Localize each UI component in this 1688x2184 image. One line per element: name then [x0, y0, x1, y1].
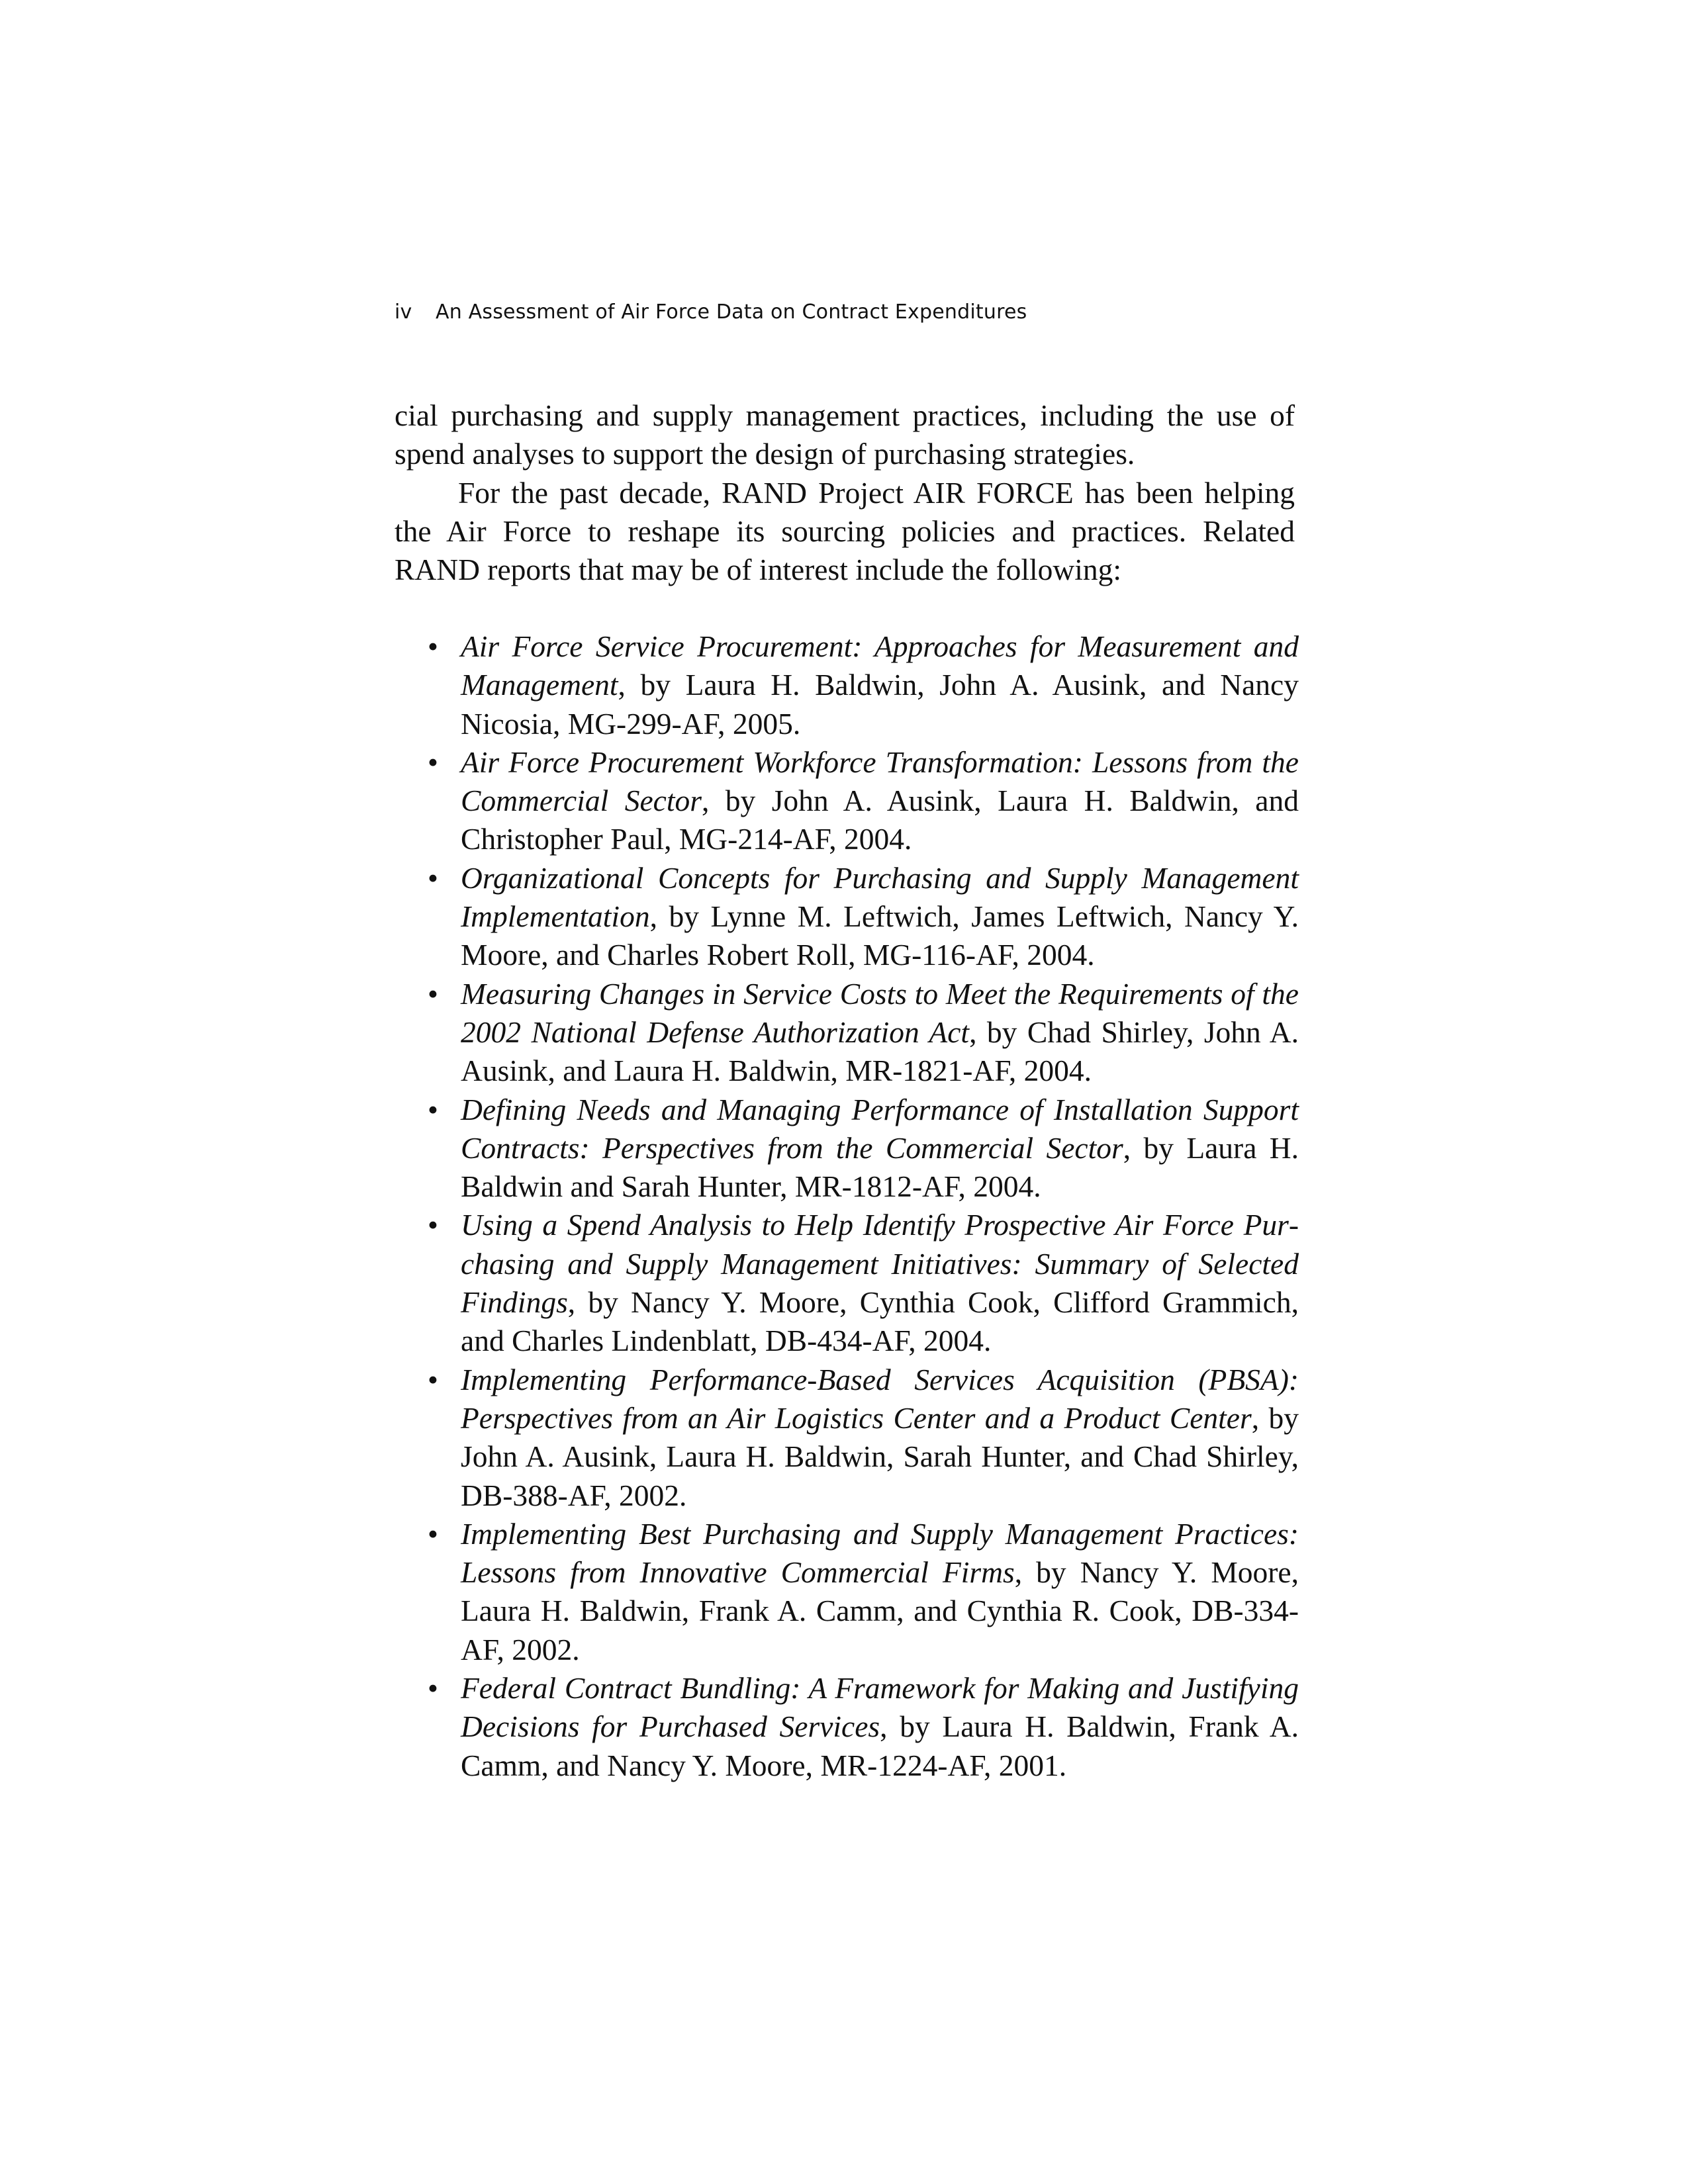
- reference-item: [395, 975, 1299, 1091]
- reference-details: , by John A. Ausink, Laura H. Baldwin, Sarah Hunter, and Chad Shirley, DB-388-AF, 2002.: [461, 1400, 1299, 1512]
- reference-details: , by Lynne M. Leftwich, James Leftwich, Nancy Y. Moore, and Charles Robert Roll, MG-116-AF, 2004.: [461, 899, 1299, 972]
- bullet-icon: •: [428, 1092, 438, 1126]
- reference-item: [395, 627, 1299, 743]
- reference-details: , by Nancy Y. Moore, Cynthia Cook, Clifford Grammich, and Charles Lindenblatt, DB-434-AF, 2004.: [461, 1285, 1299, 1358]
- reference-item: [395, 1669, 1299, 1785]
- paragraph-continuation: cial purchasing and supply management practices, including the use of spend analyses to support the design of purchasing strategies.: [395, 398, 1295, 471]
- reference-details: , by Laura H. Baldwin, Frank A. Camm, and Nancy Y. Moore, MR-1224-AF, 2001.: [461, 1709, 1299, 1782]
- reference-title: Measuring Changes in Service Costs to Meet the Requirements of the 2002 National Defense Authorization Act: [461, 976, 1299, 1049]
- reference-details: , by Chad Shirley, John A. Ausink, and Laura H. Baldwin, MR-1821-AF, 2004.: [461, 1015, 1299, 1088]
- reference-item: [395, 1515, 1299, 1669]
- bullet-icon: •: [428, 1208, 438, 1242]
- bullet-icon: •: [428, 860, 438, 895]
- reference-list: [395, 627, 1299, 1785]
- reference-title: Implementing Best Purchasing and Supply Management Practices: Lessons from Innovative Commercial Firms: [461, 1516, 1299, 1590]
- bullet-icon: •: [428, 629, 438, 663]
- reference-title: Federal Contract Bundling: A Framework for Making and Justifying Decisions for Purchased Services: [461, 1671, 1299, 1744]
- reference-details: , by Laura H. Baldwin, John A. Ausink, and Nancy Nicosia, MG-299-AF, 2005.: [461, 668, 1299, 741]
- reference-item: [395, 1091, 1299, 1206]
- running-head: [395, 299, 1027, 326]
- reference-title: Organizational Concepts for Purchasing and Supply Management Implementation: [461, 860, 1299, 934]
- bullet-icon: •: [428, 1671, 438, 1706]
- reference-title: Air Force Service Procurement: Approaches for Measurement and Management: [461, 629, 1299, 702]
- reference-title: Using a Spend Analysis to Help Identify Prospective Air Force Purchasing and Supply Management Initiatives: Summary of Selected Findings: [461, 1208, 1299, 1320]
- reference-details: , by John A. Ausink, Laura H. Baldwin, and Christopher Paul, MG-214-AF, 2004.: [461, 784, 1299, 856]
- reference-item: [395, 1206, 1299, 1360]
- reference-item: [395, 859, 1299, 975]
- bullet-icon: •: [428, 1362, 438, 1396]
- body-text: [395, 396, 1295, 589]
- bullet-icon: •: [428, 976, 438, 1011]
- reference-title: Defining Needs and Managing Performance of Installation Support Contracts: Perspectives from the Commercial Sector: [461, 1092, 1299, 1165]
- bullet-icon: •: [428, 1516, 438, 1551]
- page-number: iv: [395, 300, 412, 324]
- reference-title: Air Force Procurement Workforce Transformation: Lessons from the Commercial Sector: [461, 745, 1299, 818]
- paragraph-intro: For the past decade, RAND Project AIR FORCE has been helping the Air Force to reshape its sourcing policies and practices. Related RAND reports that may be of interest include the following:: [395, 475, 1295, 587]
- bullet-icon: •: [428, 745, 438, 779]
- reference-item: [395, 743, 1299, 859]
- running-title: An Assessment of Air Force Data on Contract Expenditures: [436, 300, 1027, 324]
- reference-details: , by Laura H. Baldwin and Sarah Hunter, MR-1812-AF, 2004.: [461, 1130, 1299, 1204]
- reference-title: Implementing Performance-Based Services Acquisition (PBSA): Perspectives from an Air Logistics Center and a Product Center: [461, 1362, 1299, 1435]
- reference-item: [395, 1361, 1299, 1515]
- reference-details: , by Nancy Y. Moore, Laura H. Baldwin, Frank A. Camm, and Cynthia R. Cook, DB-334-AF, 2002.: [461, 1555, 1299, 1666]
